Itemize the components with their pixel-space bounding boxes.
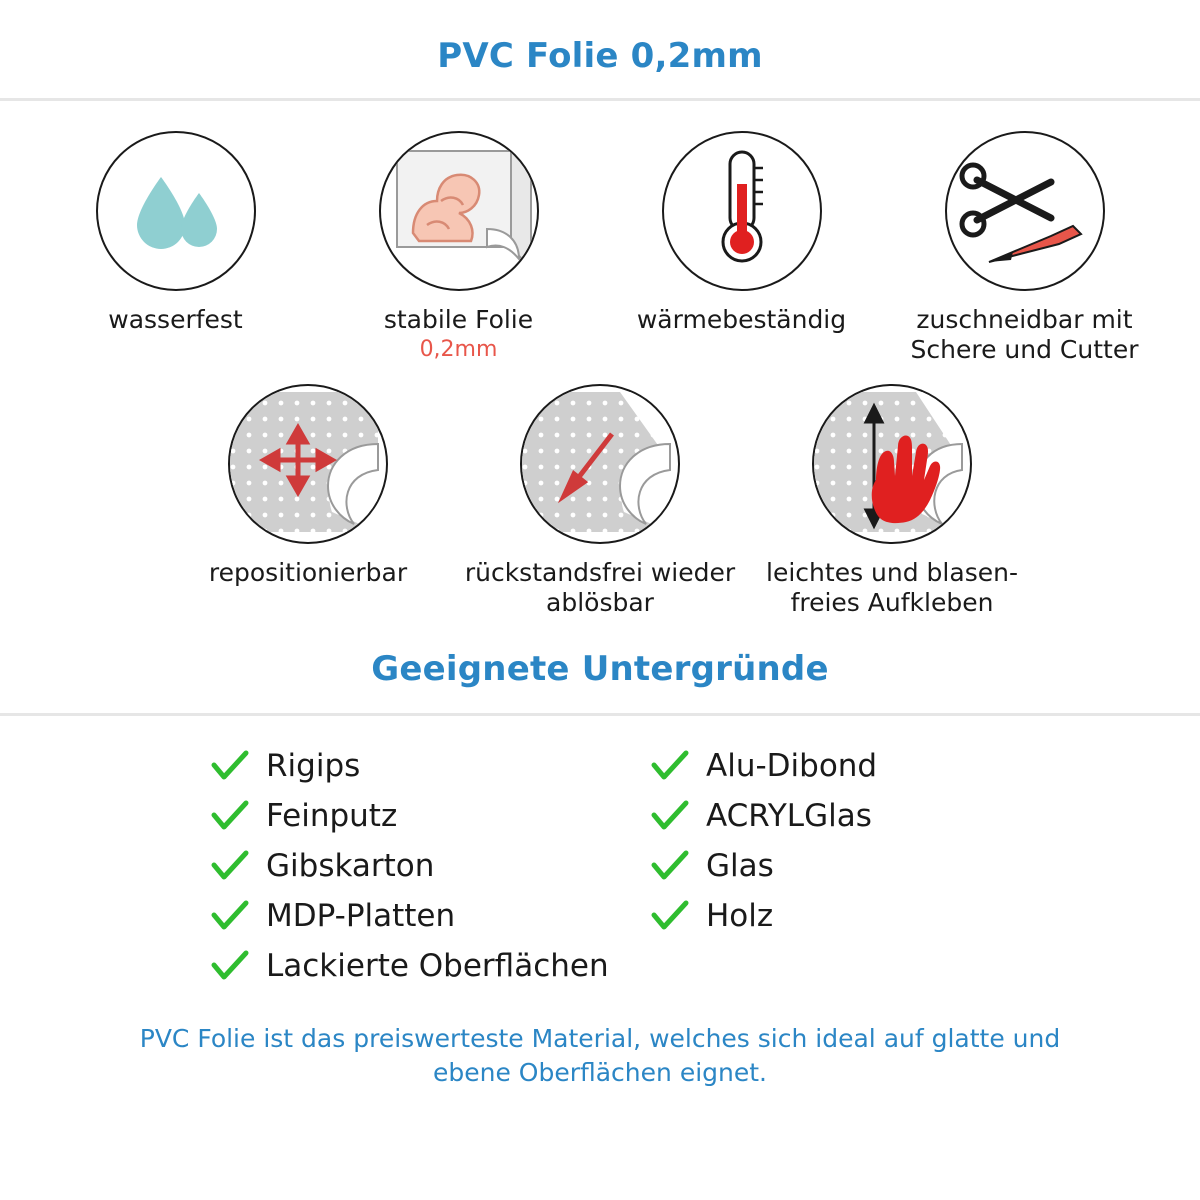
list-item xyxy=(210,946,620,986)
check-icon xyxy=(650,846,690,886)
list-item-label: Rigips xyxy=(266,748,361,784)
feature-icon-circle xyxy=(945,131,1105,291)
surfaces-column-left xyxy=(150,746,620,996)
check-icon xyxy=(650,796,690,836)
surfaces-column-right xyxy=(620,746,1050,996)
feature-icon-circle xyxy=(379,131,539,291)
header-block xyxy=(0,0,1200,98)
list-item-label: Glas xyxy=(706,848,774,884)
check-icon xyxy=(210,946,250,986)
feature-label: leichtes und blasen- freies Aufkleben xyxy=(766,558,1018,617)
list-item-label: Feinputz xyxy=(266,798,398,834)
check-icon xyxy=(650,746,690,786)
feature-item xyxy=(162,384,454,588)
surfaces-section xyxy=(0,716,1200,996)
water-drops-icon xyxy=(121,159,231,263)
feature-label: rückstandsfrei wieder ablösbar xyxy=(464,558,736,617)
list-item-label: Holz xyxy=(706,898,774,934)
check-icon xyxy=(210,846,250,886)
reposition-arrows-icon xyxy=(228,384,388,544)
list-item xyxy=(210,746,620,786)
feature-label: wärmebeständig xyxy=(636,305,847,334)
feature-row-2 xyxy=(34,384,1166,617)
peel-off-icon xyxy=(520,384,680,544)
feature-sublabel: 0,2mm xyxy=(419,336,498,362)
features-section xyxy=(0,101,1200,617)
list-item xyxy=(210,796,620,836)
scissors-cutter-icon xyxy=(955,144,1095,278)
list-item xyxy=(650,796,1050,836)
feature-icon-circle xyxy=(662,131,822,291)
feature-icon-circle xyxy=(520,384,680,544)
check-icon xyxy=(650,896,690,936)
list-item-label: Lackierte Oberflächen xyxy=(266,948,609,984)
check-icon xyxy=(210,746,250,786)
list-item xyxy=(650,746,1050,786)
section2-header-block xyxy=(0,617,1200,713)
feature-item xyxy=(34,131,317,337)
feature-icon-circle xyxy=(96,131,256,291)
list-item xyxy=(210,846,620,886)
list-item xyxy=(210,896,620,936)
check-icon xyxy=(210,796,250,836)
feature-label: zuschneidbar mit Schere und Cutter xyxy=(910,305,1139,364)
list-item-label: MDP-Platten xyxy=(266,898,456,934)
feature-item xyxy=(317,131,600,362)
feature-label: repositionierbar xyxy=(208,558,408,587)
strong-arm-icon xyxy=(379,131,539,291)
feature-item xyxy=(454,384,746,617)
hand-smooth-icon xyxy=(812,384,972,544)
feature-row-1 xyxy=(34,131,1166,366)
page-title: PVC Folie 0,2mm xyxy=(437,36,763,76)
thermometer-icon xyxy=(697,144,787,278)
check-icon xyxy=(210,896,250,936)
list-item xyxy=(650,896,1050,936)
footnote-text: PVC Folie ist das preiswerteste Material, welches sich ideal auf glatte und ebene Oberflächen eignet. xyxy=(139,1024,1061,1087)
list-item-label: Gibskarton xyxy=(266,848,435,884)
feature-item xyxy=(746,384,1038,617)
list-item-label: Alu-Dibond xyxy=(706,748,878,784)
feature-label: stabile Folie xyxy=(383,305,534,334)
section2-title: Geeignete Untergründe xyxy=(371,649,829,689)
feature-item xyxy=(600,131,883,337)
feature-label: wasserfest xyxy=(108,305,243,334)
list-item xyxy=(650,846,1050,886)
feature-icon-circle xyxy=(228,384,388,544)
feature-icon-circle xyxy=(812,384,972,544)
feature-item xyxy=(883,131,1166,366)
list-item-label: ACRYLGlas xyxy=(706,798,872,834)
